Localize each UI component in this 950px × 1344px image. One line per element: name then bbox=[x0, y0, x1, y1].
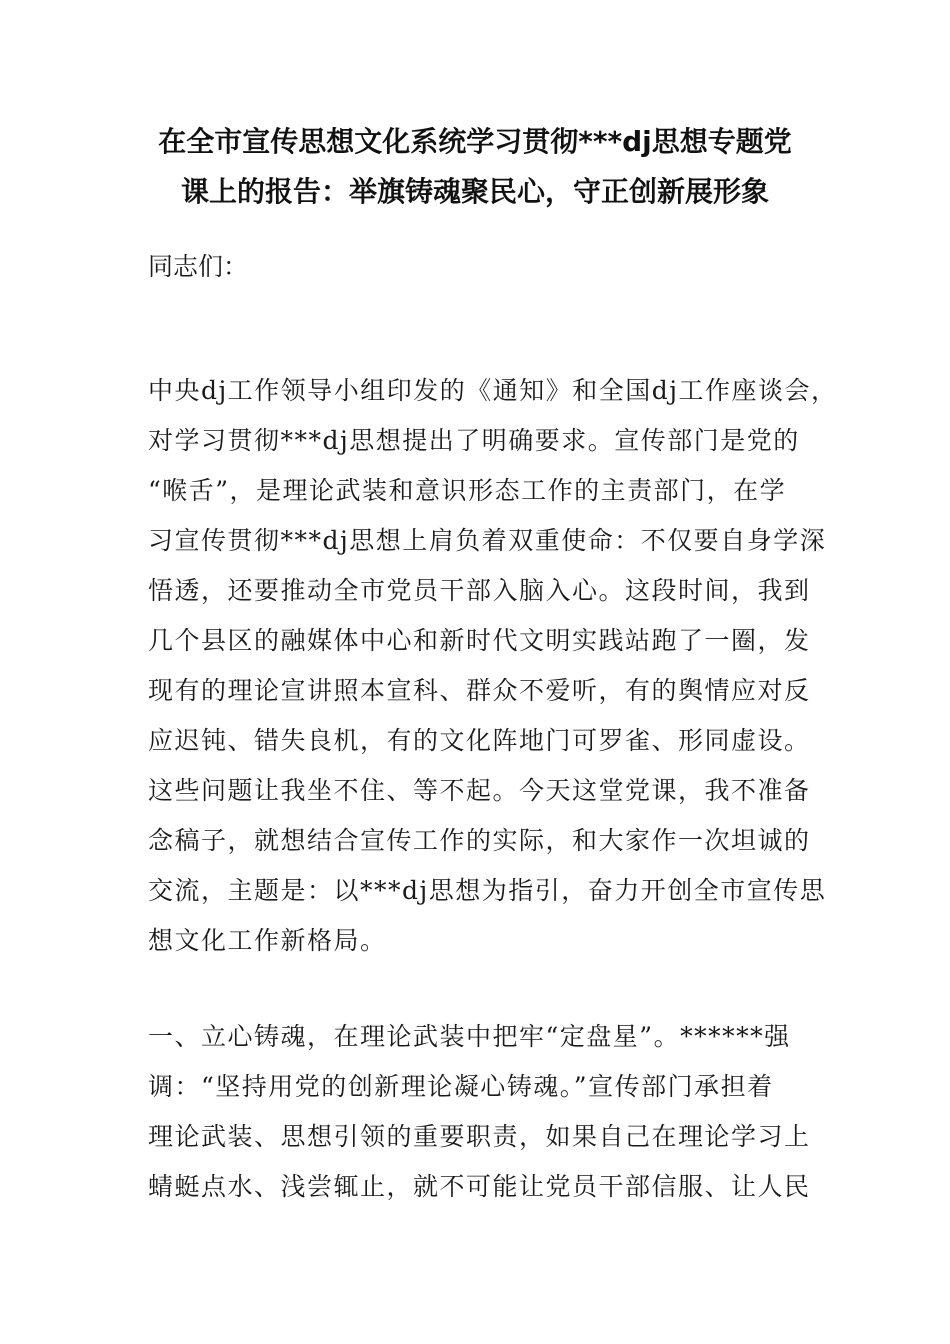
paragraph-line: 悟透，还要推动全市党员干部入脑入心。这段时间，我到 bbox=[148, 576, 811, 605]
paragraph-2 bbox=[148, 1012, 828, 1212]
paragraph-line: 一、立心铸魂，在理论武装中把牢“定盘星”。******强 bbox=[148, 1022, 791, 1051]
paragraph-line: 这些问题让我坐不住、等不起。今天这堂党课，我不准备 bbox=[148, 776, 811, 805]
paragraph-line: 中央dj工作领导小组印发的《通知》和全国dj工作座谈会， bbox=[148, 376, 838, 405]
paragraph-line: 想文化工作新格局。 bbox=[148, 926, 387, 955]
paragraph-line: 对学习贯彻***dj思想提出了明确要求。宣传部门是党的 bbox=[148, 426, 800, 455]
paragraph-line: 习宣传贯彻***dj思想上肩负着双重使命：不仅要自身学深 bbox=[148, 526, 827, 555]
paragraph-line: 蜻蜓点水、浅尝辄止，就不可能让党员干部信服、让人民 bbox=[148, 1172, 811, 1201]
paragraph-line: 几个县区的融媒体中心和新时代文明实践站跑了一圈，发 bbox=[148, 626, 811, 655]
paragraph-line: 应迟钝、错失良机，有的文化阵地门可罗雀、形同虚设。 bbox=[148, 726, 811, 755]
paragraph-1 bbox=[148, 366, 838, 966]
paragraph-line: 念稿子，就想结合宣传工作的实际，和大家作一次坦诚的 bbox=[148, 826, 811, 855]
greeting: 同志们： bbox=[148, 252, 249, 281]
paragraph-line: 理论武装、思想引领的重要职责，如果自己在理论学习上 bbox=[148, 1122, 811, 1151]
paragraph-line: “喉舌”，是理论武装和意识形态工作的主责部门，在学 bbox=[148, 476, 787, 505]
document-title bbox=[120, 117, 830, 217]
paragraph-line: 调：“坚持用党的创新理论凝心铸魂。”宣传部门承担着 bbox=[148, 1072, 774, 1101]
title-line-2: 课上的报告：举旗铸魂聚民心，守正创新展形象 bbox=[180, 175, 769, 208]
paragraph-line: 现有的理论宣讲照本宣科、群众不爱听，有的舆情应对反 bbox=[148, 676, 811, 705]
paragraph-line: 交流，主题是：以***dj思想为指引，奋力开创全市宣传思 bbox=[148, 876, 827, 905]
title-line-1: 在全市宣传思想文化系统学习贯彻***dj思想专题党 bbox=[158, 125, 792, 158]
